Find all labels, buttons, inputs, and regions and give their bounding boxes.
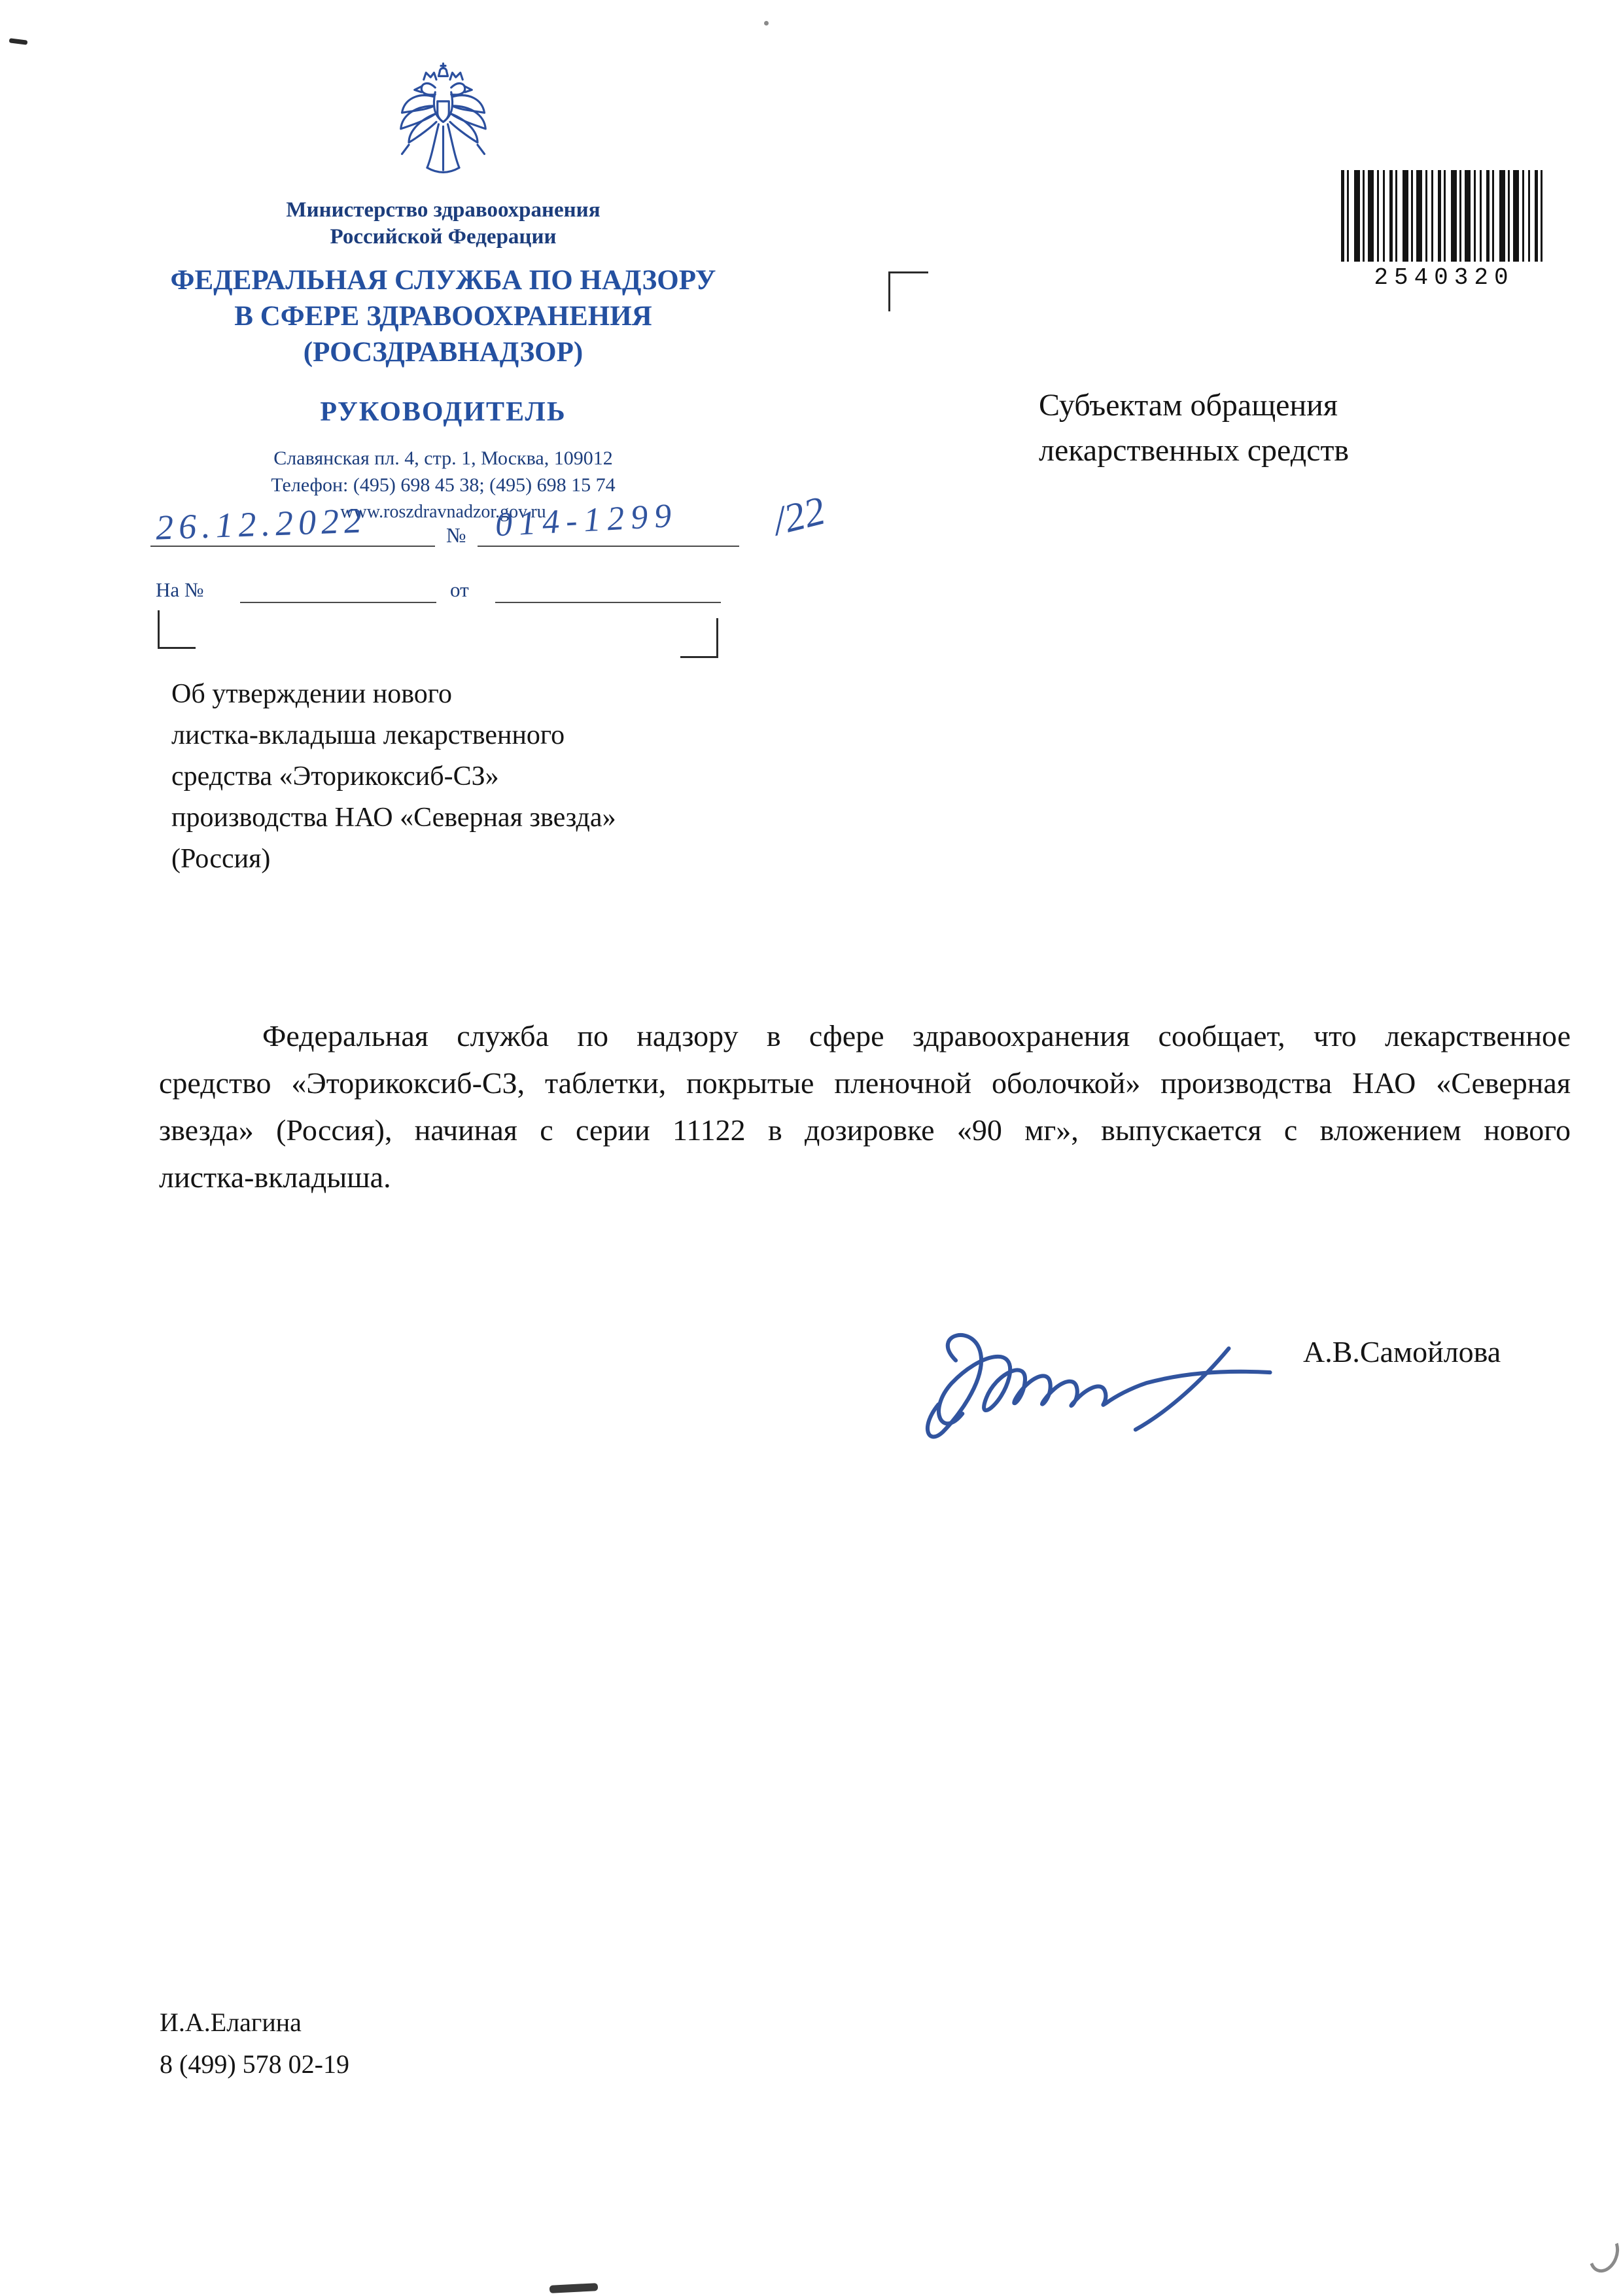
- ministry-line2: Российской Федерации: [330, 225, 557, 249]
- executor-block: [160, 2002, 349, 2085]
- date-underline: [150, 546, 435, 547]
- handwritten-signature-icon: [916, 1272, 1289, 1469]
- subject-line: листка-вкладыша лекарственного: [171, 720, 565, 750]
- subject-line: производства НАО «Северная звезда»: [171, 803, 616, 833]
- form-corner-mark-bottom-left: [158, 610, 196, 649]
- reply-date-underline: [495, 602, 721, 603]
- number-sign: №: [446, 523, 466, 547]
- subject-line: Об утверждении нового: [171, 679, 452, 709]
- handwritten-number: 014-1299: [494, 496, 679, 544]
- postal-address: Славянская пл. 4, стр. 1, Москва, 109012: [273, 447, 613, 469]
- signer-name: А.В.Самойлова: [1303, 1335, 1501, 1368]
- addressee-block: [1039, 383, 1349, 473]
- service-line2: В СФЕРЕ ЗДРАВООХРАНЕНИЯ: [234, 301, 652, 332]
- service-line1: ФЕДЕРАЛЬНАЯ СЛУЖБА ПО НАДЗОРУ: [170, 265, 716, 296]
- subject-block: [171, 674, 760, 880]
- registration-barcode: [1341, 170, 1547, 291]
- number-underline: [478, 546, 739, 547]
- signer-role: РУКОВОДИТЕЛЬ: [320, 397, 566, 427]
- ministry-name: [147, 197, 739, 251]
- subject-line: (Россия): [171, 844, 271, 874]
- service-line3: (РОСЗДРАВНАДЗОР): [303, 337, 584, 368]
- addressee-line2: лекарственных средств: [1039, 433, 1350, 468]
- reply-from-label: от: [450, 578, 469, 601]
- russia-coat-of-arms-icon: [386, 59, 500, 193]
- handwritten-date: 26.12.2022: [155, 500, 368, 548]
- handwritten-number-suffix: /22: [768, 488, 830, 544]
- form-corner-mark-top: [888, 271, 928, 311]
- reply-number-underline: [240, 602, 436, 603]
- subject-line: средства «Эторикоксиб-СЗ»: [171, 761, 499, 791]
- addressee-line1: Субъектам обращения: [1039, 388, 1338, 423]
- reply-number-label: На №: [156, 578, 204, 601]
- scan-artifact: [764, 21, 769, 26]
- scan-artifact: [1584, 2230, 1621, 2276]
- letter-body: Федеральная служба по надзору в сфере здравоохранения сообщает, что лекарственное средство «Эторикоксиб-СЗ, таблетки, покрытые пленочной оболочкой» производства НАО «Северная звезда» (Россия), начиная с серии 11122 в дозировке «90 мг», выпускается с вложением нового листка-вкладыша.: [159, 1019, 1571, 1194]
- executor-name: И.А.Елагина: [160, 2008, 302, 2037]
- scan-artifact: [549, 2283, 599, 2293]
- barcode-number: 2540320: [1374, 264, 1514, 291]
- phone-line: Телефон: (495) 698 45 38; (495) 698 15 74: [271, 474, 616, 496]
- service-name: [147, 262, 739, 370]
- barcode-stripes: [1341, 170, 1547, 262]
- ministry-line1: Министерство здравоохранения: [286, 198, 601, 222]
- executor-phone: 8 (499) 578 02-19: [160, 2049, 349, 2079]
- website: www.roszdravnadzor.gov.ru: [340, 502, 546, 522]
- reply-reference-row: [150, 578, 752, 617]
- form-corner-mark-bottom-right: [680, 618, 718, 658]
- letterhead: [147, 59, 739, 525]
- scan-artifact: [9, 38, 28, 44]
